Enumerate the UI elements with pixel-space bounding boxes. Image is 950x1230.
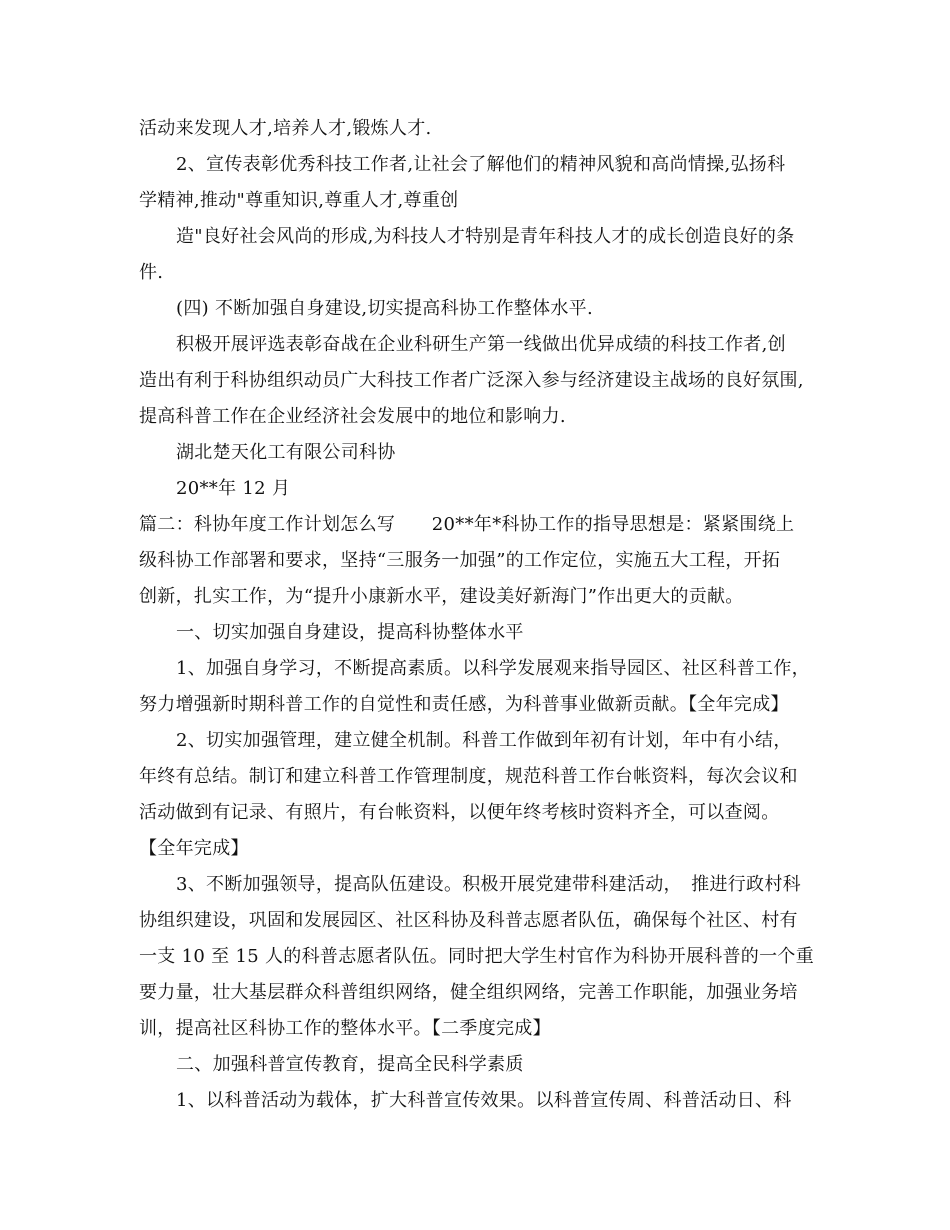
text-line: 努力增强新时期科普工作的自觉性和责任感，为科普事业做新贡献。【全年完成】 xyxy=(139,694,789,715)
text-line: 件. xyxy=(139,262,164,283)
signature-org: 湖北楚天化工有限公司科协 xyxy=(176,442,396,463)
text-line: 【全年完成】 xyxy=(139,838,249,859)
text-line: 训，提高社区科协工作的整体水平。【二季度完成】 xyxy=(139,1018,551,1039)
signature-date: 20**年 12 月 xyxy=(176,478,291,499)
text-line: 1、以科普活动为载体，扩大科普宣传效果。以科普宣传周、科普活动日、科 xyxy=(176,1090,792,1111)
text-line: 造出有利于科协组织动员广大科技工作者广泛深入参与经济建设主战场的良好氛围, xyxy=(139,370,804,391)
text-line: 造"良好社会风尚的形成,为科技人才特别是青年科技人才的成长创造良好的条 xyxy=(176,226,795,247)
text-line: 1、加强自身学习，不断提高素质。以科学发展观来指导园区、社区科普工作， xyxy=(176,658,810,679)
text-line: 积极开展评选表彰奋战在企业科研生产第一线做出优异成绩的科技工作者,创 xyxy=(176,334,786,355)
text-line: 学精神,推动"尊重知识,尊重人才,尊重创 xyxy=(139,190,459,211)
section-heading: 一、切实加强自身建设，提高科协整体水平 xyxy=(176,622,524,643)
section-heading: (四) 不断加强自身建设,切实提高科协工作整体水平. xyxy=(176,298,594,319)
text-line: 创新，扎实工作，为“提升小康新水平，建设美好新海门”作出更大的贡献。 xyxy=(139,586,744,607)
text-line: 要力量，壮大基层群众科普组织网络，健全组织网络，完善工作职能，加强业务培 xyxy=(139,982,798,1003)
text-line: 篇二：科协年度工作计划怎么写 20**年*科协工作的指导思想是：紧紧围绕上 xyxy=(139,514,795,535)
text-line: 一支 10 至 15 人的科普志愿者队伍。同时把大学生村官作为科协开展科普的一个重 xyxy=(139,946,814,967)
section-heading: 二、加强科普宣传教育，提高全民科学素质 xyxy=(176,1054,524,1075)
text-line: 2、宣传表彰优秀科技工作者,让社会了解他们的精神风貌和高尚情操,弘扬科 xyxy=(176,154,786,175)
text-line: 协组织建设，巩固和发展园区、社区科协及科普志愿者队伍，确保每个社区、村有 xyxy=(139,910,798,931)
text-line: 活动做到有记录、有照片，有台帐资料，以便年终考核时资料齐全，可以查阅。 xyxy=(139,802,780,823)
text-line: 级科协工作部署和要求，坚持“三服务一加强”的工作定位，实施五大工程，开拓 xyxy=(139,550,781,571)
text-line: 活动来发现人才,培养人才,锻炼人才. xyxy=(139,118,432,139)
text-line: 2、切实加强管理，建立健全机制。科普工作做到年初有计划，年中有小结， xyxy=(176,730,792,751)
text-line: 3、不断加强领导，提高队伍建设。积极开展党建带科建活动， 推进行政村科 xyxy=(176,874,801,895)
text-line: 提高科普工作在企业经济社会发展中的地位和影响力. xyxy=(139,406,566,427)
text-line: 年终有总结。制订和建立科普工作管理制度，规范科普工作台帐资料，每次会议和 xyxy=(139,766,798,787)
